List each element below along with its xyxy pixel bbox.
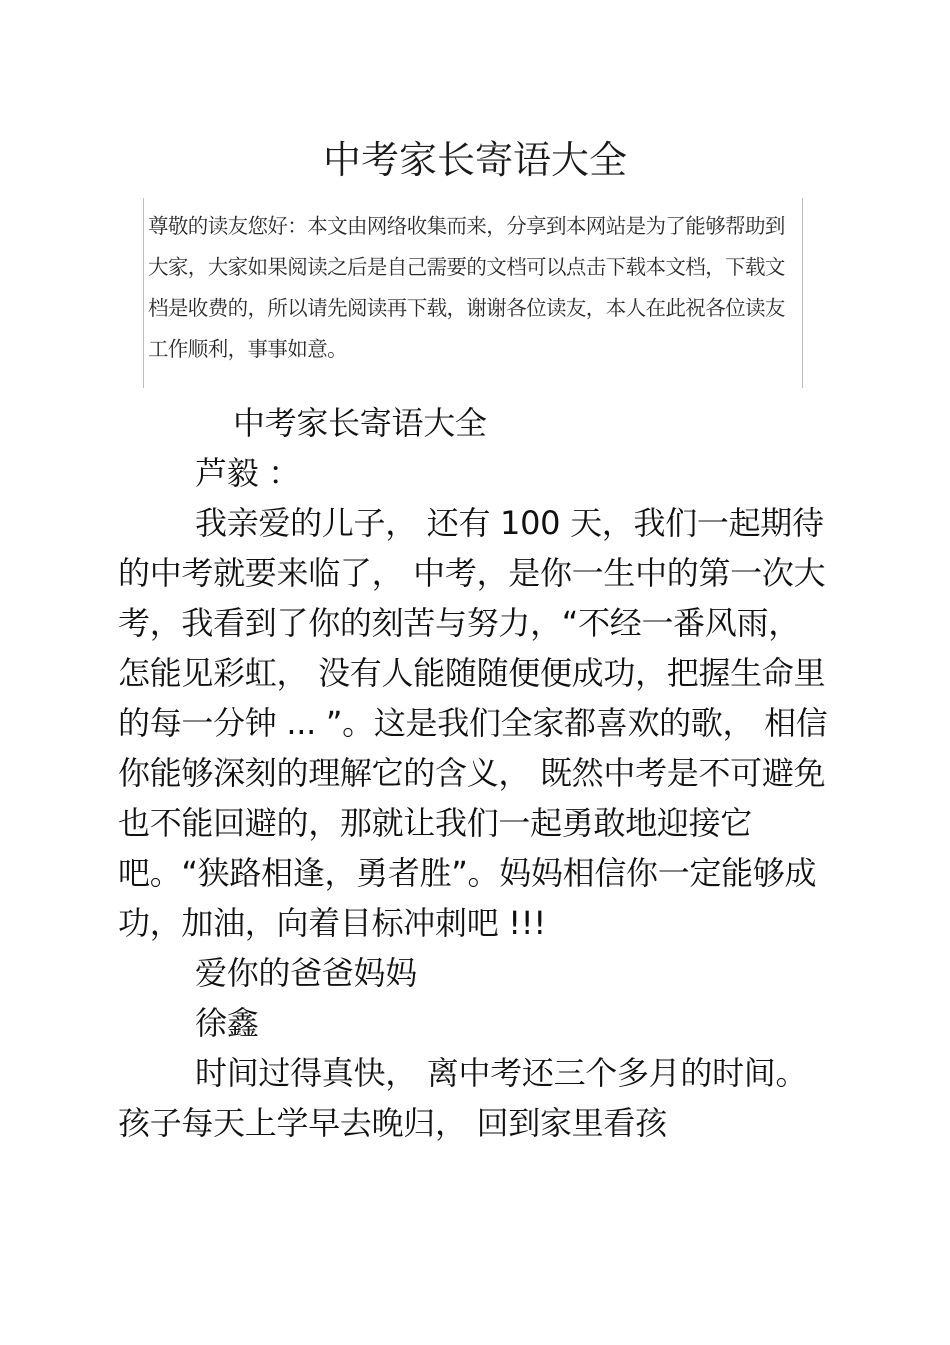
body-heading: 中考家长寄语大全 — [233, 404, 487, 442]
author-name-1: 芦毅 ： — [195, 454, 300, 492]
letter-paragraph-1: 我亲爱的儿子， 还有 100 天，我们一起期待的中考就要来临了， 中考，是你一生中的第一次大考，我看到了你的刻苦与努力，“不经一番风雨， 怎能见彩虹， 没有人能随随便便成功，把握生命里的每一分钟 ... ”。这是我们全家都喜欢的歌， 相信你能够深刻的理解它的含义， 既然中考是不可避免也不能回避的，那就让我们一起勇敢地迎接它吧。“狭路相逢，勇者胜”。妈妈相信你一定能够成功，加油，向着目标冲刺吧 !!! — [118, 504, 828, 942]
letter-paragraph-2: 时间过得真快， 离中考还三个多月的时间。孩子每天上学早去晚归， 回到家里看孩 — [118, 1054, 808, 1142]
signature-1: 爱你的爸爸妈妈 — [195, 954, 417, 992]
author-name-2: 徐鑫 — [195, 1004, 259, 1042]
page-title: 中考家长寄语大全 — [322, 138, 627, 182]
reader-notice: 尊敬的读友您好：本文由网络收集而来，分享到本网站是为了能够帮助到大家，大家如果阅读之后是自己需要的文档可以点击下载本文档，下载文档是收费的，所以请先阅读再下载，谢谢各位读友，本人在此祝各位读友工作顺利，事事如意。 — [143, 198, 803, 388]
document-body — [118, 398, 833, 1148]
